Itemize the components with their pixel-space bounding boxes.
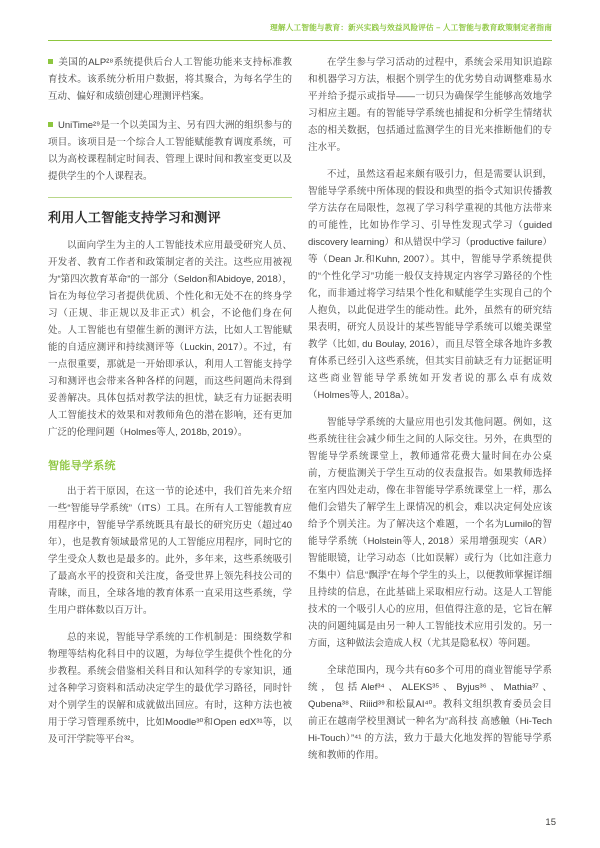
page-number: 15: [545, 817, 556, 828]
paragraph-its-history: 出于若干原因，在这一节的论述中，我们首先来介绍一些“智能导学系统”（ITS）工具。在所有人工智能教育应用程序中，智能导学系统既具有最长的研究历史（超过40年），也是教育领域最常见的人工智能应用程序，同时它的学生受众人数也是最多的。此外，多年来，这些系统吸引了最高水平的投资和关注度，备受世界上领先科技公司的青睐，而且，全球各地的教育体系一直采用这些系统，学生用户群体数以百万计。: [48, 486, 292, 616]
bullet-square-icon: [48, 122, 53, 127]
header-rule: [48, 40, 552, 41]
paragraph-its-limitations: 不过，虽然这看起来颇有吸引力，但是需要认识到，智能导学系统中所体现的假设和典型的指令式知识传播教学方法存在局限性，忽视了学习科学重视的其他方法带来的可能性，比如协作学习、引导性发现式学习（guided discovery learning）和从错误中学习（productive failure）等（Dean Jr.和Kuhn, 2007）。其中，智能导学系统提供的“个性化学习”功能一般仅支持规定内容学习路径的个性化，而非通过将学习结果个性化和赋能学生实现自己的个人抱负，以此促进学生的能动性。此外，虽然有的研究结果表明，研究人员设计的某些智能导学系统可以媲美课堂教学（比如, du Boulay, 2016），而且尽管全球各地许多教育体系已经引入这些系统，但其实目前缺乏有力证据证明这些商业智能导学系统如开发者说的那么卓有成效（Holmes等人, 2018a）。: [308, 169, 552, 401]
bullet-square-icon: [48, 59, 53, 64]
paragraph-intro: 以面向学生为主的人工智能技术应用最受研究人员、开发者、教育工作者和政策制定者的关注。这些应用被视为“第四次教育革命”的一部分（Seldon和Abidoye, 2018），旨在为每位学习者提供优质、个性化和无处不在的终身学习（正规、非正规以及非正式）机会，不论他们身在何处。人工智能也有望催生新的测评方法，比如人工智能赋能的自适应测评和持续测评等（Luckin, 2017）。不过，有一点很重要，那就是一开始即承认，利用人工智能支持学习和测评也会带来各种各样的问题，而这些问题尚未得到妥善解决。具体包括对教学法的担忧，缺乏有力证据表明人工智能技术的效果和对教师角色的潜在影响，还有更加广泛的伦理问题（Holmes等人, 2018b, 2019）。: [48, 240, 292, 438]
paragraph-its-issues-lumilo: 智能导学系统的大量应用也引发其他问题。例如，这些系统往往会减少师生之间的人际交往。另外，在典型的智能导学系统课堂上，教师通常花费大量时间在办公桌前，方便监测关于学生互动的仪表盘报告。如果教师选择在室内四处走动，像在非智能导学系统课堂上一样，那么他们会错失了解学生上课情况的机会，难以决定何处应该给予个别关注。为了解决这个难题，一个名为Lumilo的智能导学系统（Holstein等人, 2018）采用增强现实（AR）智能眼镜，让学习动态（比如误解）或行为（比如注意力不集中）信息“飘浮”在每个学生的头上，以便教师掌握详细且持续的信息，在此基础上采取相应行动。这是人工智能技术的一个吸引人心的应用，但值得注意的是，它旨在解决的问题纯属是由另一种人工智能技术应用引发的。另一方面，这种做法会造成人权（尤其是隐私权）等问题。: [308, 417, 552, 649]
bullet-item-text: 美国的ALP²⁸系统提供后台人工智能功能来支持标准教育技术。该系统分析用户数据，将其聚合，为每名学生的互动、偏好和成绩创建心理测评档案。: [48, 57, 292, 102]
left-column: [48, 54, 292, 774]
subsection-heading-its: 智能导学系统: [48, 460, 116, 472]
running-header-title: 理解人工智能与教育：新兴实践与效益风险评估 – 人工智能与教育政策制定者指南: [270, 23, 552, 32]
paragraph-knowledge-tracing: 在学生参与学习活动的过程中，系统会采用知识追踪和机器学习方法，根据个别学生的优劣势自动调整难易水平并给予提示或指导——一切只为确保学生能够高效地学习相应主题。有的智能导学系统也捕捉和分析学生情绪状态的相关数据，包括通过监测学生的目光来推断他们的专注水平。: [308, 57, 552, 153]
right-column: [308, 54, 552, 774]
paragraph-commercial-its: 全球范围内，现今共有60多个可用的商业智能导学系统，包括Alef³⁴、ALEKS³⁵、Byjus³⁶、Mathia³⁷、Qubena³⁸、Riiid³⁹和松鼠AI⁴⁰。教科文组织教育委员会目前正在越南学校里测试一种名为“高科技 高感触（Hi-Tech Hi-Touch）”⁴¹ 的方法，致力于最大化地发挥的智能导学系统和教师的作用。: [308, 665, 552, 761]
two-column-layout: [48, 54, 552, 774]
bullet-item: [48, 54, 292, 105]
paragraph-its-mechanism: 总的来说，智能导学系统的工作机制是：围绕数学和物理等结构化科目中的议题，为每位学生提供个性化的分步教程。系统会借鉴相关科目和认知科学的专家知识，通过各种学习资料和活动决定学生的最优学习路径，同时针对个别学生的误解和成就做出回应。有时，这种方法也被用于学习管理系统中，比如Moodle³⁰和Open edX³¹等，以及可汗学院等平台³²。: [48, 632, 292, 745]
section-heading-learning-assessment: 利用人工智能支持学习和测评: [48, 197, 292, 226]
bullet-item: [48, 117, 292, 185]
bullet-item-text: UniTime²⁹是一个以美国为主、另有四大洲的组织参与的项目。该项目是一个综合人工智能赋能教育调度系统，可以为高校课程制定时间表、管理上课时间和教室变更以及提供学生的个人课程表。: [48, 120, 292, 182]
